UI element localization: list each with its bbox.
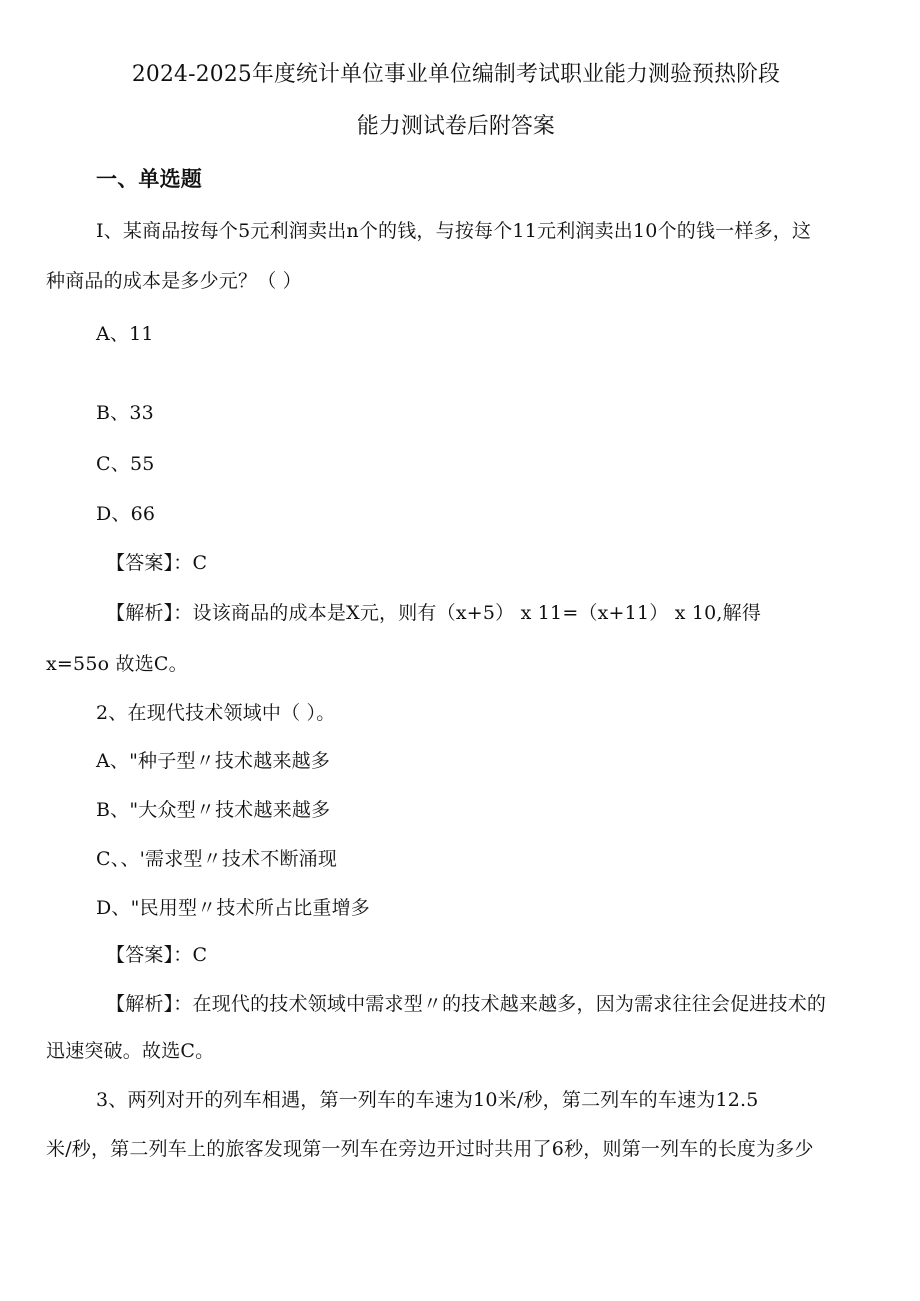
document-title-line-1: 2024-2025年度统计单位事业单位编制考试职业能力测验预热阶段	[131, 62, 781, 87]
question-3-stem-line-2: 米/秒，第二列车上的旅客发现第一列车在旁边开过时共用了6秒，则第一列车的长度为多少	[46, 1138, 814, 1160]
question-1-option-d: D、66	[96, 503, 156, 525]
question-3-stem-line-1: 3、两列对开的列车相遇，第一列车的车速为10米/秒，第二列车的车速为12.5	[96, 1089, 759, 1111]
question-1-stem-line-1: I、某商品按每个5元利润卖出n个的钱，与按每个11元利润卖出10个的钱一样多，这	[96, 220, 812, 242]
question-2-option-a: A、"种子型〃技术越来越多	[96, 750, 331, 772]
question-1-analysis-line-1: 【解析】：设该商品的成本是X元，则有（x+5） x 11=（x+11） x 10,解得	[106, 602, 762, 624]
question-1-stem-line-2: 种商品的成本是多少元？（ ）	[46, 270, 302, 292]
document-title-line-2: 能力测试卷后附答案	[356, 114, 556, 139]
question-2-option-b: B、"大众型〃技术越来越多	[96, 799, 331, 821]
question-2-analysis-line-2: 迅速突破。故选C。	[46, 1040, 215, 1062]
question-1-answer: 【答案】：C	[106, 552, 208, 574]
question-1-option-a: A、11	[96, 323, 154, 345]
question-2-option-c: C、、'需求型〃技术不断涌现	[96, 848, 338, 870]
question-2-option-d: D、"民用型〃技术所占比重增多	[96, 897, 370, 919]
question-1-option-c: C、55	[96, 453, 155, 475]
question-2-answer: 【答案】：C	[106, 944, 208, 966]
section-heading: 一、单选题	[96, 166, 202, 191]
question-1-analysis-line-2: x=55o 故选C。	[46, 653, 188, 675]
question-2-analysis-line-1: 【解析】：在现代的技术领域中需求型〃的技术越来越多，因为需求往往会促进技术的	[106, 993, 827, 1015]
question-2-stem: 2、在现代技术领域中（ ）。	[96, 702, 336, 724]
question-1-option-b: B、33	[96, 402, 154, 424]
